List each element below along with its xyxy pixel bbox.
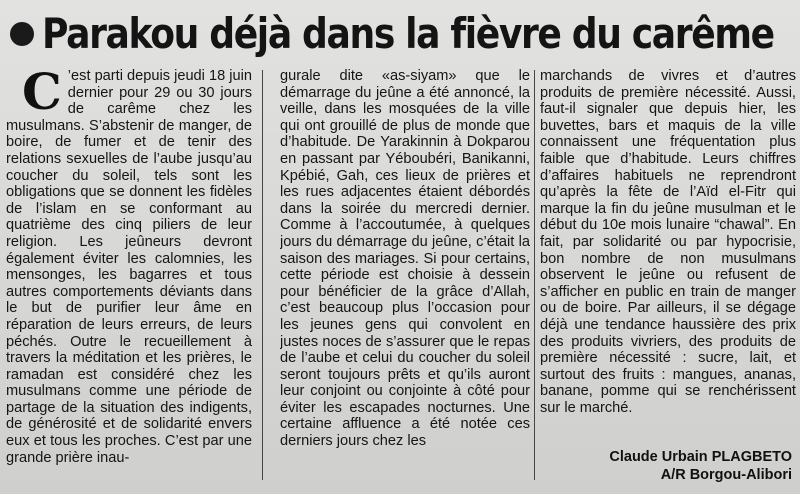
article-column-2 xyxy=(280,68,530,488)
article-column-3 xyxy=(540,68,796,488)
drop-cap: C xyxy=(22,68,62,121)
bullet-dot-icon xyxy=(10,22,34,46)
article-column-1 xyxy=(6,68,252,488)
headline: Parakou déjà dans la fièvre du carême xyxy=(42,9,774,58)
column-2-text: gurale dite «as-siyam» que le démarrage du jeûne a été annoncé, la veille, dans les mosquées de la ville qui ont grouillé de plus de monde que d’habitude. De Yarakinnin à Dokparou en passant par Yéboubéri, Banikanni, Kpébié, Gah, ces lieux de prières et les rues adjacentes étaient débordés dans la soirée du mercredi dernier. Comme à l’accoutumée, à quelques jours du démarrage du jeûne, c’était la saison des mariages. Si pour certains, cette période est choisie à dessein pour bénéficier de la grâce d’Allah, c’est beaucoup plus l’occasion pour les jeunes gens qui convolent en justes noces de s’assurer que le repas de l’aube et celui du coucher du soleil seront toujours prêts et qu’ils auront leur conjoint ou conjointe à côté pour éviter les escapades nocturnes. Une certaine affluence a été notée ces derniers jours chez les xyxy=(280,68,530,450)
author-location: A/R Borgou-Alibori xyxy=(660,467,792,483)
column-1-text: ’est parti depuis jeudi 18 juin dernier pour 29 ou 30 jours de carême chez les musulmans. S’abstenir de manger, de boire, de fumer et de tenir des relations sexuelles de l’aube jusqu’au coucher du soleil, tels sont les obligations que se donnent les fidèles de l’islam en se conformant au quatrième des cinq piliers de leur religion. Les jeûneurs devront également éviter les calomnies, les mensonges, les bagarres et tous autres comportements déviants dans le but de purifier leur âme en réparation de leurs erreurs, de leurs péchés. Outre le recueillement à travers la méditation et les prières, le ramadan est considéré chez les musulmans comme une période de partage de la situation des indigents, de générosité et de solidarité envers eux et tous les proches. C’est par une grande prière inau- xyxy=(6,68,252,466)
column-3-text: marchands de vivres et d’autres produits de première nécessité. Aussi, faut-il signaler que depuis hier, les buvettes, bars et maquis de la ville connaissent une fréquentation plus faible que d’habitude. Leurs chiffres d’affaires habituels ne reprendront qu’après la fête de l’Aïd el-Fitr qui marque la fin du jeûne musulman et le début du 10e mois lunaire “chawal”. En fait, par solidarité ou par hypocrisie, bon nombre de non musulmans observent le jeûne ou refusent de s’afficher en public en train de manger ou de boire. Par ailleurs, il se dégage déjà une tendance haussière des prix des produits vivriers, des produits de première nécessité : sucre, lait, et surtout des fruits : mangues, ananas, banane, pomme qui se renchérissent sur le marché. xyxy=(540,68,796,416)
author-name: Claude Urbain PLAGBETO xyxy=(609,449,792,465)
byline xyxy=(609,448,792,484)
headline-bar xyxy=(4,4,796,64)
article-body xyxy=(6,68,796,492)
